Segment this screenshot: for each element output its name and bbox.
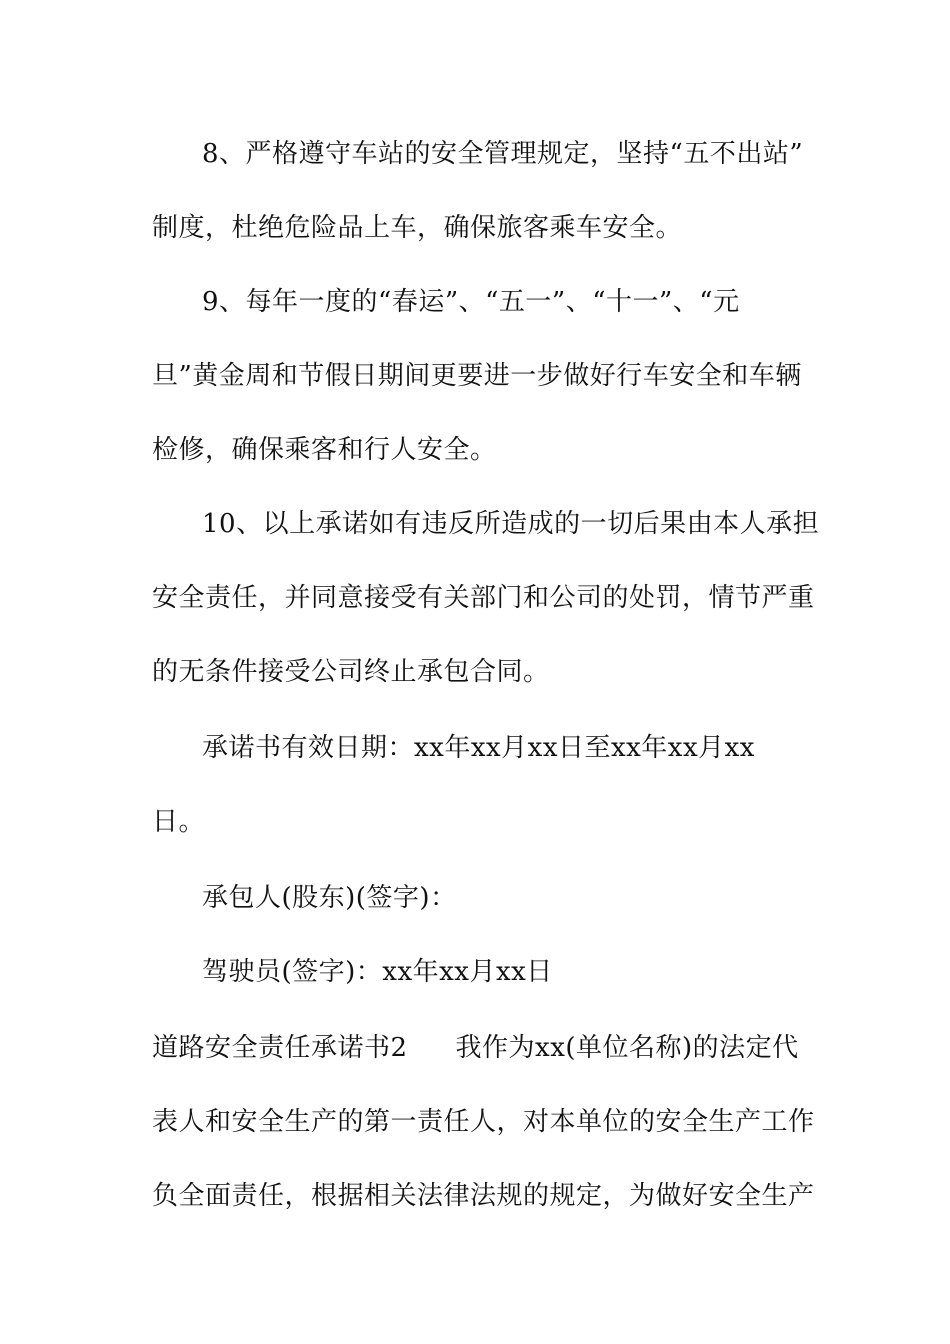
paragraph-line: 10、以上承诺如有违反所造成的一切后果由本人承担 bbox=[202, 509, 820, 539]
paragraph-line: 表人和安全生产的第一责任人，对本单位的安全生产工作 bbox=[152, 1107, 815, 1137]
section-title: 道路安全责任承诺书2 bbox=[152, 1033, 408, 1063]
paragraph-line: 的无条件接受公司终止承包合同。 bbox=[152, 657, 550, 687]
paragraph-line: 旦”黄金周和节假日期间更要进一步做好行车安全和车辆 bbox=[152, 361, 802, 391]
paragraph-line: 负全面责任，根据相关法律法规的规定，为做好安全生产 bbox=[152, 1181, 815, 1211]
paragraph-line: 8、严格遵守车站的安全管理规定，坚持“五不出站” bbox=[202, 139, 804, 169]
contractor-signature-line: 承包人(股东)(签字)： bbox=[202, 883, 457, 913]
validity-date-line: 承诺书有效日期：xx年xx月xx日至xx年xx月xx bbox=[202, 733, 755, 763]
validity-date-line-end: 日。 bbox=[152, 807, 206, 837]
section-heading-line bbox=[152, 1032, 812, 1064]
driver-signature-line: 驾驶员(签字)：xx年xx月xx日 bbox=[202, 957, 553, 987]
paragraph-line: 9、每年一度的“春运”、“五一”、“十一”、“元 bbox=[202, 287, 740, 317]
section-intro: 我作为xx(单位名称)的法定代 bbox=[455, 1033, 799, 1063]
paragraph-line: 制度，杜绝危险品上车，确保旅客乘车安全。 bbox=[152, 213, 683, 243]
paragraph-line: 检修，确保乘客和行人安全。 bbox=[152, 435, 497, 465]
paragraph-line: 安全责任，并同意接受有关部门和公司的处罚，情节严重 bbox=[152, 583, 815, 613]
